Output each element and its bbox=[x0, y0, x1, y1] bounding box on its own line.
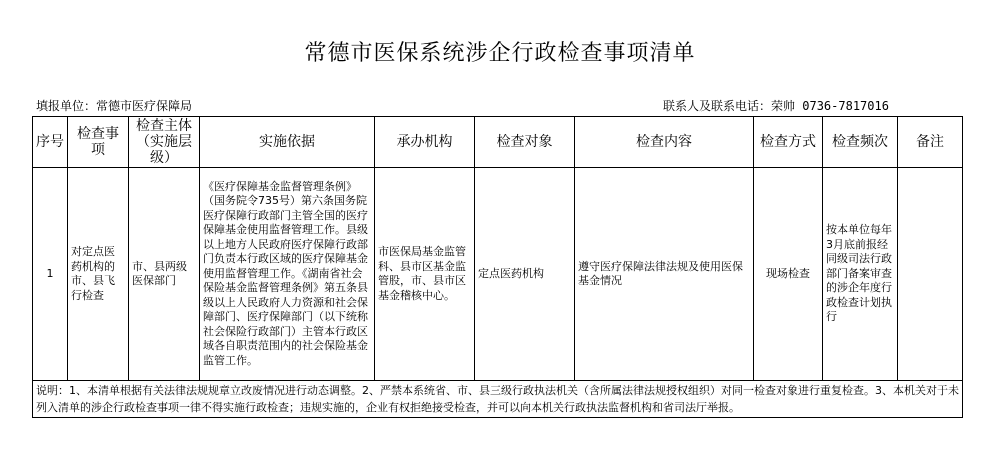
filler-value: 常德市医疗保障局 bbox=[96, 99, 193, 113]
cell-basis: 《医疗保障基金监督管理条例》（国务院令735号）第六条国务院医疗保障行政部门主管全国的医疗保障基金使用监督管理工作。县级以上地方人民政府医疗保障行政部门负责本行政区域的医疗保障基金使用监督管理工作。《湖南省社会保险基金监督管理条例》第五条县级以上人民政府人力资源和社会保障部门、医疗保障部门（以下统称社会保险行政部门）主管本行政区域各自职责范围内的社会保险基金监管工作。 bbox=[200, 168, 375, 381]
cell-object: 定点医药机构 bbox=[475, 168, 575, 381]
note-text: 说明：1、本清单根据有关法律法规规章立改废情况进行动态调整。2、严禁本系统省、市、县三级行政执法机关（含所属法律法规授权组织）对同一检查对象进行重复检查。3、本机关对于未列入清单的涉企行政检查事项一律不得实施行政检查；违规实施的，企业有权拒绝接受检查，并可以向本机关行政执法监督机构和省司法厅举报。 bbox=[33, 381, 963, 418]
cell-remark bbox=[898, 168, 963, 381]
contact-label: 联系人及联系电话： bbox=[663, 99, 772, 113]
inspection-table bbox=[32, 116, 963, 418]
contact-value: 荣帅 0736-7817016 bbox=[771, 99, 889, 113]
cell-frequency: 按本单位每年3月底前报经同级司法行政部门备案审查的涉企年度行政检查计划执行 bbox=[823, 168, 898, 381]
header-item: 检查事项 bbox=[68, 117, 129, 168]
header-agency: 承办机构 bbox=[375, 117, 475, 168]
header-remark: 备注 bbox=[898, 117, 963, 168]
filler-unit bbox=[36, 97, 192, 114]
contact-info bbox=[663, 97, 889, 114]
filler-label: 填报单位： bbox=[36, 99, 97, 113]
cell-subject: 市、县两级医保部门 bbox=[129, 168, 200, 381]
cell-content: 遵守医疗保障法律法规及使用医保基金情况 bbox=[575, 168, 754, 381]
note-row bbox=[33, 381, 963, 418]
cell-method: 现场检查 bbox=[754, 168, 823, 381]
header-content: 检查内容 bbox=[575, 117, 754, 168]
table-row bbox=[33, 168, 963, 381]
cell-item: 对定点医药机构的市、县飞行检查 bbox=[68, 168, 129, 381]
header-object: 检查对象 bbox=[475, 117, 575, 168]
header-method: 检查方式 bbox=[754, 117, 823, 168]
cell-seq: 1 bbox=[33, 168, 68, 381]
header-row bbox=[33, 117, 963, 168]
page-title: 常德市医保系统涉企行政检查事项清单 bbox=[304, 41, 696, 66]
header-basis: 实施依据 bbox=[200, 117, 375, 168]
header-subject: 检查主体（实施层级） bbox=[129, 117, 200, 168]
header-seq: 序号 bbox=[33, 117, 68, 168]
header-frequency: 检查频次 bbox=[823, 117, 898, 168]
cell-agency: 市医保局基金监管科、县市区基金监管股，市、县市区基金稽核中心。 bbox=[375, 168, 475, 381]
